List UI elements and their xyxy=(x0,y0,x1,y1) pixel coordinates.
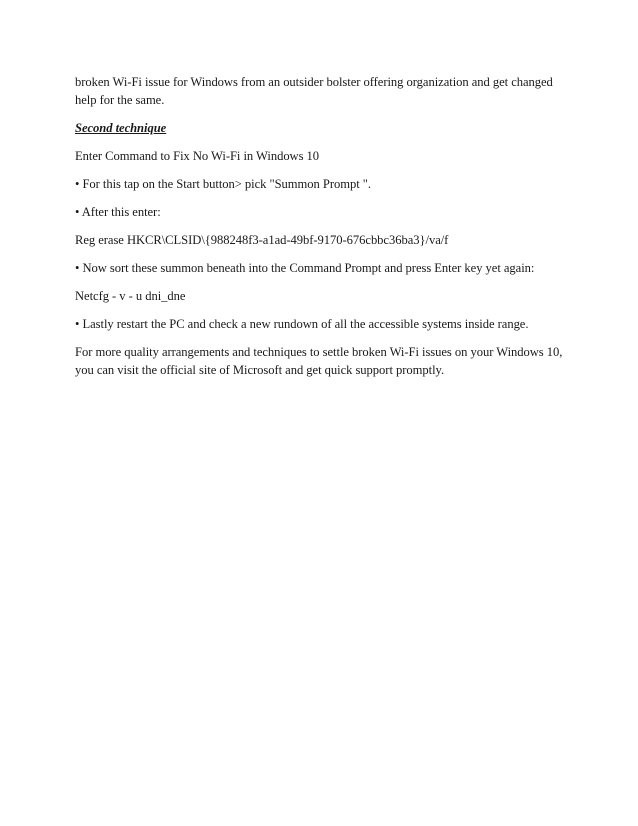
step-title: Enter Command to Fix No Wi-Fi in Windows 10 xyxy=(75,149,320,163)
bullet-item-after-enter: • After this enter: xyxy=(75,205,161,219)
bullet-item-start-button: • For this tap on the Start button> pick "Summon Prompt ". xyxy=(75,177,371,191)
netcfg-command: Netcfg - v - u dni_dne xyxy=(75,289,186,303)
bullet-item-command-prompt: • Now sort these summon beneath into the Command Prompt and press Enter key yet again: xyxy=(75,261,535,275)
intro-paragraph: broken Wi-Fi issue for Windows from an outsider bolster offering organization and get changed help for the same. xyxy=(75,75,553,107)
closing-paragraph: For more quality arrangements and techniques to settle broken Wi-Fi issues on your Windows 10, you can visit the official site of Microsoft and get quick support promptly. xyxy=(75,345,563,377)
section-heading: Second technique xyxy=(75,121,167,135)
bullet-item-restart: • Lastly restart the PC and check a new rundown of all the accessible systems inside range. xyxy=(75,317,529,331)
registry-command: Reg erase HKCR\CLSID\{988248f3-a1ad-49bf-9170-676cbbc36ba3}/va/f xyxy=(75,233,449,247)
